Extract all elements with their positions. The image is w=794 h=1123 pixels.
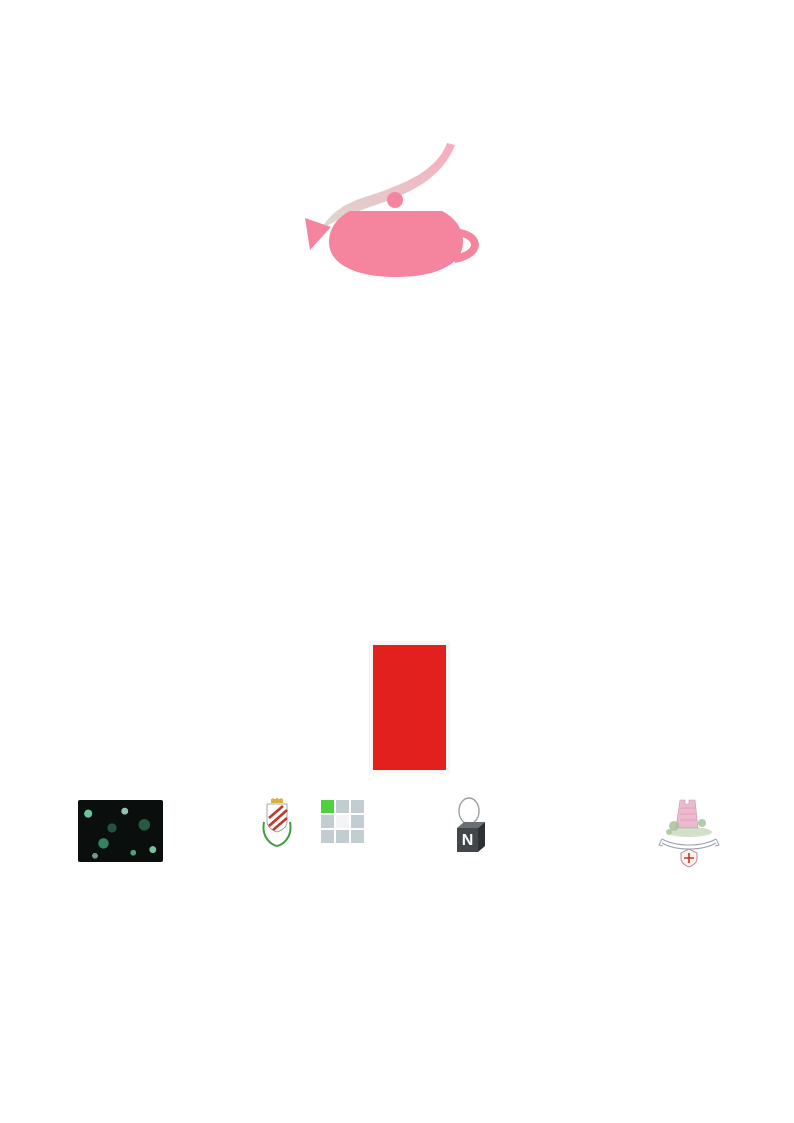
tea-time-logo [295, 85, 490, 285]
unione-comuni-logo [310, 800, 374, 862]
comune-fiorano-logo [248, 798, 306, 862]
book-cover [373, 645, 446, 770]
teapot-border-bottom [0, 885, 794, 1123]
svg-text:N: N [461, 832, 474, 849]
unione-caption [310, 846, 374, 852]
framestorming-logo [78, 800, 163, 862]
inarte-figure-icon [452, 797, 486, 855]
comune-crest-icon [258, 798, 296, 848]
teapot-illustration [305, 192, 479, 277]
comune-caption [248, 848, 306, 854]
teapot-border-top [0, 0, 794, 58]
inarte-logo [452, 797, 562, 857]
unione-grid-icon [310, 800, 374, 843]
nuraghe-crest-logo [656, 792, 722, 870]
